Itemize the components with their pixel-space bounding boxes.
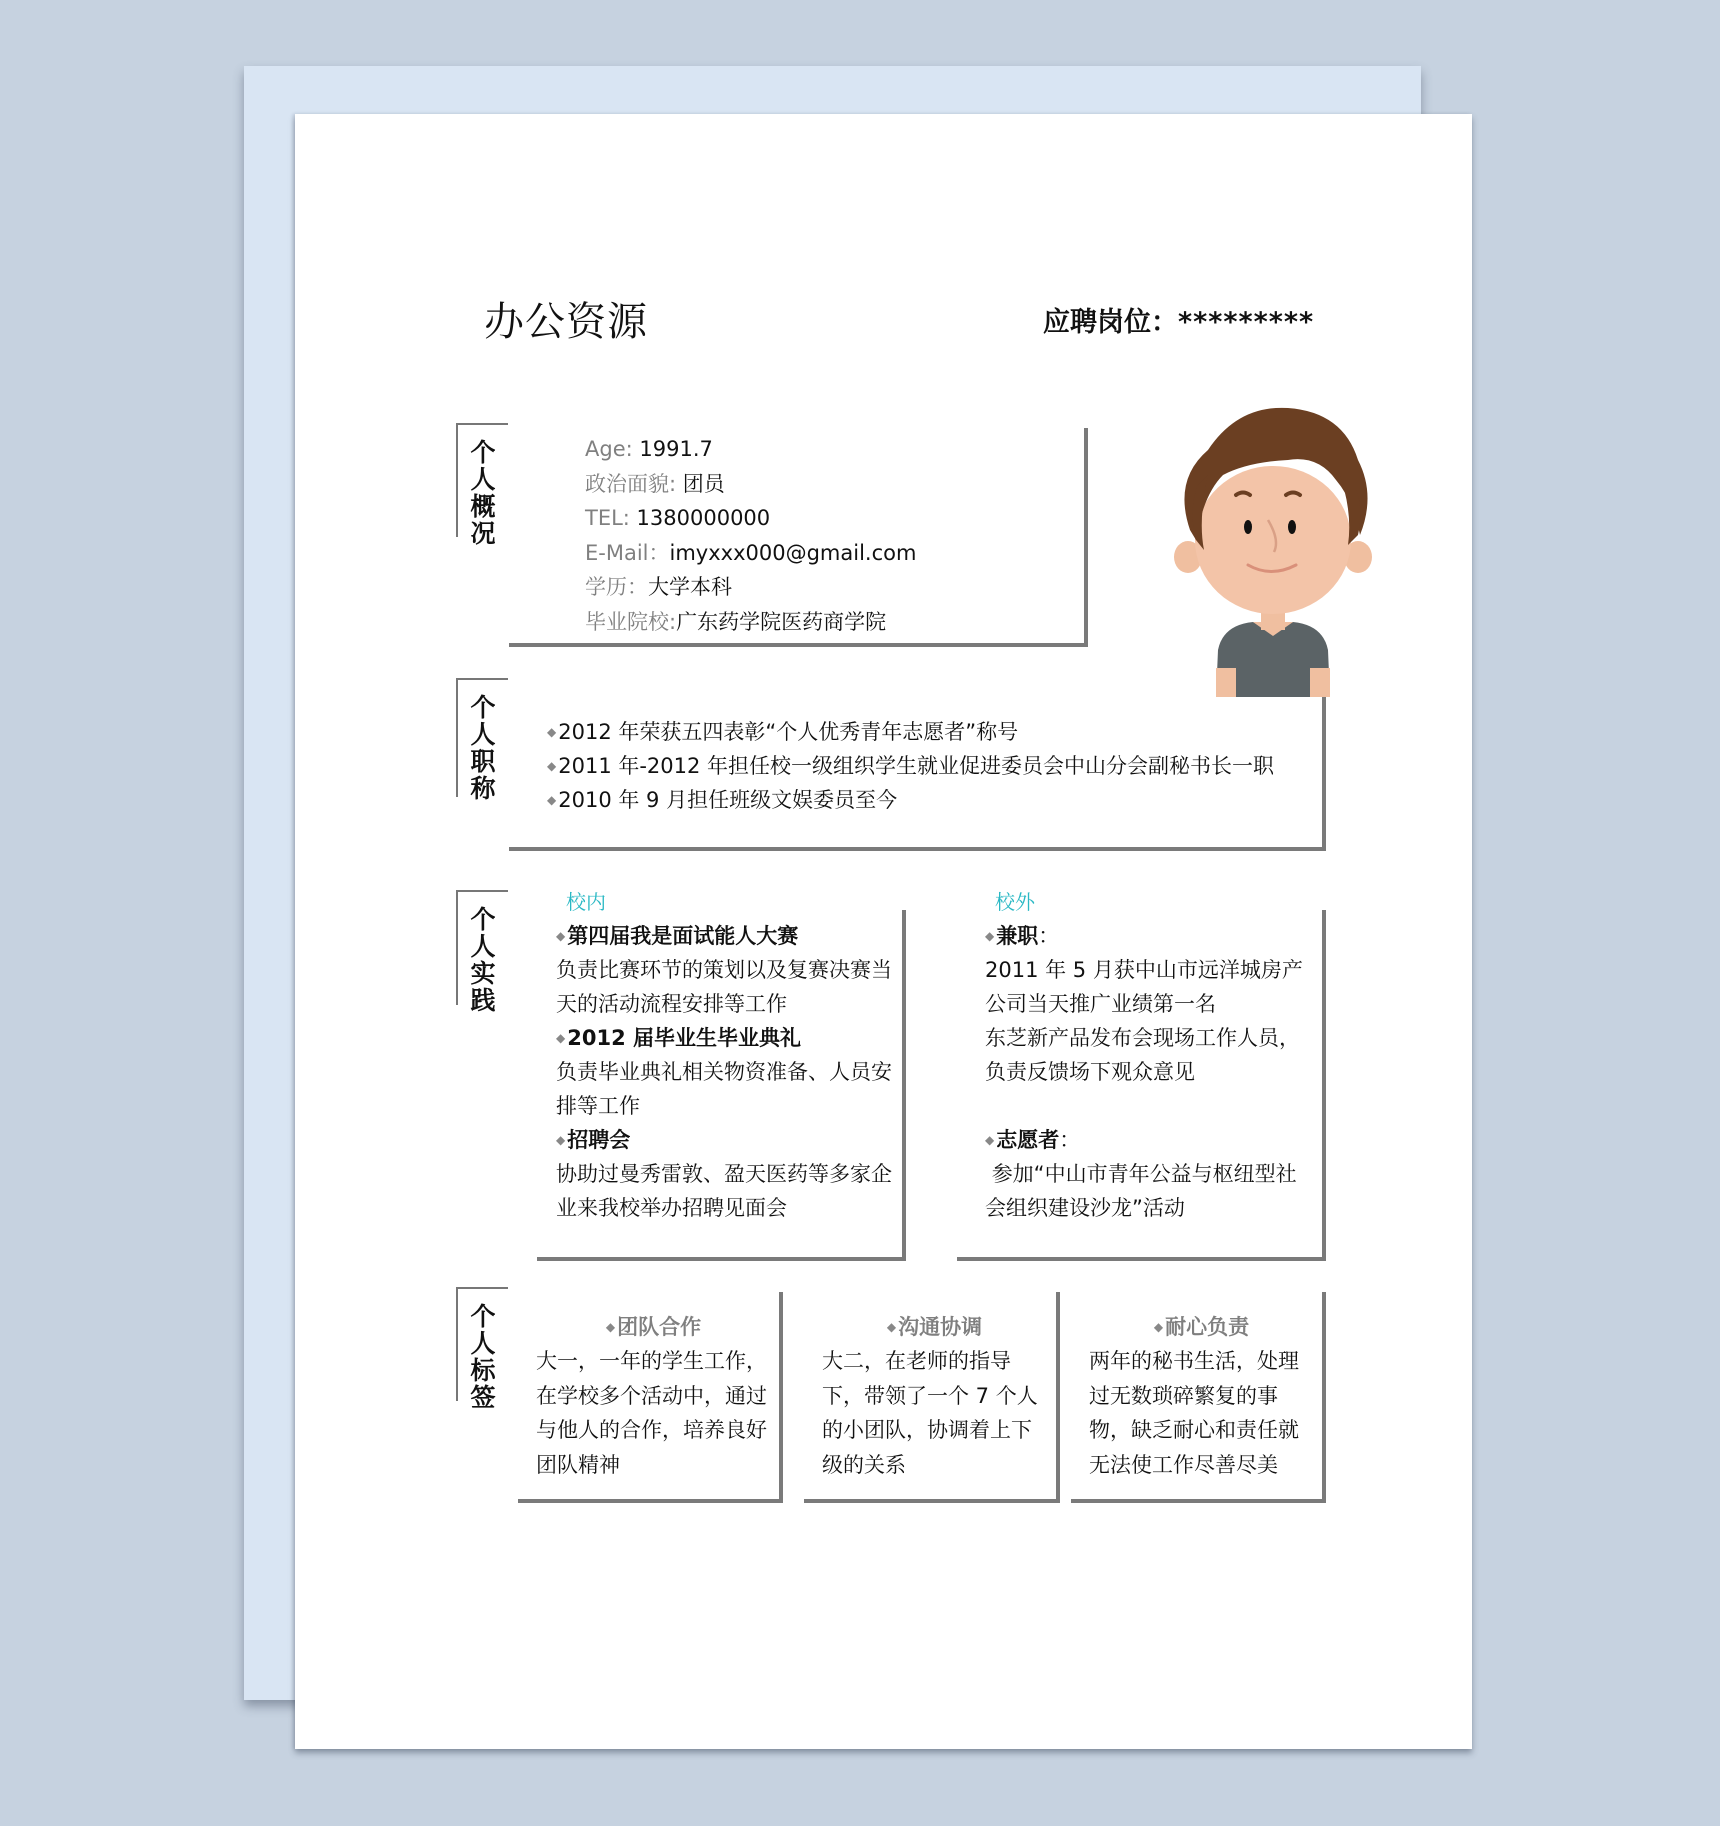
tag-communication xyxy=(822,1310,1047,1482)
info-age: Age: 1991.7 xyxy=(585,437,713,461)
practice-item-title: ◆招聘会 xyxy=(556,1128,631,1152)
diamond-bullet-icon: ◆ xyxy=(547,793,557,807)
practice-item-title: ◆兼职： xyxy=(985,924,1060,948)
diamond-bullet-icon: ◆ xyxy=(556,1133,566,1147)
diamond-bullet-icon: ◆ xyxy=(985,929,995,943)
tag-title: ◆团队合作 xyxy=(605,1315,702,1339)
practice-item-desc: 东芝新产品发布会现场工作人员，负责反馈场下观众意见 xyxy=(985,1026,1300,1084)
practice-item-desc: 协助过曼秀雷敦、盈天医药等多家企业来我校举办招聘见面会 xyxy=(556,1162,892,1220)
section-label-text: 个人标签 xyxy=(470,1302,496,1412)
position-label: 应聘岗位： xyxy=(1043,307,1178,338)
position-value: ********* xyxy=(1178,307,1315,338)
info-political-status: 政治面貌: 团员 xyxy=(585,471,725,496)
info-tel: TEL: 1380000000 xyxy=(585,506,771,530)
practice-item-desc: 负责毕业典礼相关物资准备、人员安排等工作 xyxy=(556,1060,892,1118)
practice-item-desc: 2011 年 5 月获中山市远洋城房产公司当天推广业绩第一名 xyxy=(985,958,1303,1016)
list-item: ◆2012 年荣获五四表彰“个人优秀青年志愿者”称号 xyxy=(547,720,1019,744)
section-label-titles xyxy=(456,678,508,803)
practice-item-desc: 参加“中山市青年公益与枢纽型社会组织建设沙龙”活动 xyxy=(985,1162,1297,1220)
info-school: 毕业院校:广东药学院医药商学院 xyxy=(585,609,887,634)
section-label-tags xyxy=(456,1287,508,1412)
diamond-bullet-icon: ◆ xyxy=(1153,1320,1164,1334)
practice-campus xyxy=(556,885,896,1225)
tag-desc: 两年的秘书生活，处理过无数琐碎繁复的事物，缺乏耐心和责任就无法使工作尽善尽美 xyxy=(1089,1349,1299,1477)
diamond-bullet-icon: ◆ xyxy=(605,1320,616,1334)
list-item: ◆2011 年-2012 年担任校一级组织学生就业促进委员会中山分会副秘书长一职 xyxy=(547,754,1275,778)
practice-item-title: ◆志愿者： xyxy=(985,1128,1081,1152)
applied-position xyxy=(1043,300,1314,339)
tag-teamwork xyxy=(536,1310,771,1482)
tag-title: ◆耐心负责 xyxy=(1153,1315,1250,1339)
cartoon-boy-avatar-icon xyxy=(1168,400,1378,697)
tag-desc: 大二，在老师的指导下，带领了一个 7 个人的小团队，协调着上下级的关系 xyxy=(822,1349,1038,1477)
section-label-text: 个人实践 xyxy=(470,905,496,1015)
section-label-practice xyxy=(456,890,508,1015)
spacer xyxy=(985,1089,1315,1123)
section-label-overview xyxy=(456,423,508,548)
diamond-bullet-icon: ◆ xyxy=(547,725,557,739)
titles-list xyxy=(547,715,1274,817)
info-email: E-Mail：imyxxx000@gmail.com xyxy=(585,540,917,565)
tag-desc: 大一，一年的学生工作，在学校多个活动中，通过与他人的合作，培养良好团队精神 xyxy=(536,1349,767,1477)
diamond-bullet-icon: ◆ xyxy=(556,929,566,943)
tag-title: ◆沟通协调 xyxy=(886,1315,983,1339)
section-label-text: 个人职称 xyxy=(470,693,496,803)
campus-heading: 校内 xyxy=(566,890,606,914)
diamond-bullet-icon: ◆ xyxy=(985,1133,995,1147)
tag-responsibility xyxy=(1089,1310,1314,1482)
offcampus-heading: 校外 xyxy=(995,890,1035,914)
diamond-bullet-icon: ◆ xyxy=(886,1320,897,1334)
overview-info xyxy=(585,432,916,639)
practice-offcampus xyxy=(985,885,1315,1225)
practice-item-title: ◆第四届我是面试能人大赛 xyxy=(556,924,799,948)
diamond-bullet-icon: ◆ xyxy=(556,1031,566,1045)
practice-item-title: ◆2012 届毕业生毕业典礼 xyxy=(556,1026,801,1050)
list-item: ◆2010 年 9 月担任班级文娱委员至今 xyxy=(547,788,898,812)
page-title: 办公资源 xyxy=(484,299,648,345)
section-label-text: 个人概况 xyxy=(470,438,496,548)
diamond-bullet-icon: ◆ xyxy=(547,759,557,773)
practice-item-desc: 负责比赛环节的策划以及复赛决赛当天的活动流程安排等工作 xyxy=(556,958,892,1016)
info-education: 学历：大学本科 xyxy=(585,575,732,599)
